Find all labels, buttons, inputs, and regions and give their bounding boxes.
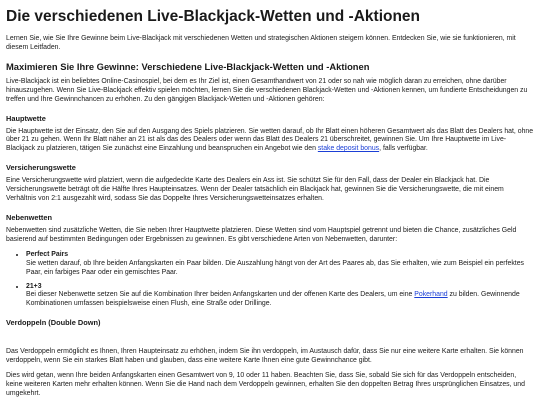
- list-item: [26, 251, 534, 278]
- section-paragraph: Live-Blackjack ist ein beliebtes Online-Casinospiel, bei dem es Ihr Ziel ist, einen Gesamthandwert von 21 oder so nah wie möglich daran zu erreichen, ohne darüber hinauszugehen. Wenn Sie Live-Blackjack effektiv spielen möchten, lernen Sie die verschiedenen Blackjack-Wetten und -Aktionen kennen, um fundierte Entscheidungen zu treffen und Ihre Gewinnchancen zu erhöhen. Zu den gängigen Blackjack-Wetten und -Aktionen gehören:: [6, 77, 528, 103]
- list-item-text-end: zu bilden. Gewinnende Kombinationen umfassen beispielsweise einen Flush, eine Straße oder Drillinge.: [26, 291, 520, 308]
- stake-deposit-bonus-link[interactable]: stake deposit bonus: [317, 145, 380, 153]
- list-item: [26, 283, 534, 310]
- list-item-term: • Perfect Pairs: [26, 250, 69, 258]
- spacer: [6, 332, 534, 348]
- list-item-term: • 21+3: [26, 282, 42, 290]
- section-heading: Maximieren Sie Ihre Gewinne: Verschiedene Live-Blackjack-Wetten und -Aktionen: [6, 60, 370, 72]
- hauptwette-text: Die Hauptwette ist der Einsatz, den Sie auf den Ausgang des Spiels platzieren. Sie wetten darauf, ob Ihr Blatt einen höheren Gesamtwert als das Blatt des Dealers hat, ohne über 21 zu gehen. Wenn Ihr Blatt näher an 21 ist als das des Dealers oder wenn das Blatt des Dealers 21 überschreitet, gewinnen Sie. Um Ihre Hauptwette im Live-Blackjack zu platzieren, tätigen Sie zunächst eine Einzahlung und beanspruchen ein Angebot wie den: [6, 127, 534, 153]
- nebenwetten-paragraph: Nebenwetten sind zusätzliche Wetten, die Sie neben Ihrer Hauptwette platzieren. Diese Wetten sind vom Hauptspiel getrennt und bieten die Chance, zusätzliches Geld basierend auf bestimmten Bedingungen oder Ergebnissen zu gewinnen. Es gibt verschiedene Arten von Nebenwetten, darunter:: [6, 226, 517, 243]
- versicherung-paragraph: Eine Versicherungswette wird platziert, wenn die aufgedeckte Karte des Dealers ein Ass ist. Sie schützt Sie für den Fall, dass der Dealer ein Blackjack hat. Die Versicherungswette beträgt oft die Hälfte Ihres Haupteinsatzes. Wenn der Dealer tatsächlich ein Blackjack hat, gewinnen Sie die Versicherungswette, die mit einem Verhältnis von 2:1 ausgezahlt wird, sodass Sie das Doppelte Ihres Versicherungswetteinsatzes erhalten.: [6, 177, 504, 203]
- hauptwette-paragraph: [6, 128, 534, 155]
- versicherung-heading: Versicherungswette: [6, 163, 76, 173]
- page-title: Die verschiedenen Live-Blackjack-Wetten und -Aktionen: [6, 8, 421, 25]
- side-bets-list: [6, 251, 534, 309]
- list-item-text: Bei dieser Nebenwette setzen Sie auf die Kombination Ihrer beiden Anfangskarten und der offenen Karte des Dealers, um eine: [26, 291, 415, 299]
- hauptwette-text-end: , falls verfügbar.: [379, 145, 428, 153]
- nebenwetten-heading: Nebenwetten: [6, 212, 52, 222]
- hauptwette-heading: Hauptwette: [6, 113, 46, 123]
- verdoppeln-paragraph: Das Verdoppeln ermöglicht es Ihnen, Ihren Haupteinsatz zu erhöhen, indem Sie ihn verdoppeln, im Austausch dafür, dass Sie nur eine weitere Karte erhalten. Sie können verdoppeln, wenn Sie ein starkes Blatt haben und glauben, dass eine weitere Karte Ihnen eine gute Gewinnchance gibt.: [6, 348, 524, 365]
- list-item-text: Sie wetten darauf, ob Ihre beiden Anfangskarten ein Paar bilden. Die Auszahlung hängt von der Art des Paares ab, das Sie erhalten, wie zum Beispiel ein perfektes Paar, ein farbiges Paar oder ein gemischtes Paar.: [26, 259, 524, 276]
- intro-text: Lernen Sie, wie Sie Ihre Gewinne beim Live-Blackjack mit verschiedenen Wetten und strategischen Aktionen steigern können. Entdecken Sie, wie sie funktionieren, mit diesem Leitfaden.: [6, 35, 516, 51]
- verdoppeln-heading: Verdoppeln (Double Down): [6, 318, 101, 328]
- verdoppeln-paragraph: Dies wird getan, wenn Ihre beiden Anfangskarten einen Gesamtwert von 9, 10 oder 11 haben. Beachten Sie, dass Sie, sobald Sie sich für das Verdoppeln entscheiden, keine weiteren Karten mehr erhalten können. Wenn Sie die Hand nach dem Verdoppeln gewinnen, erhalten Sie den doppelten Betrag Ihres ursprünglichen Einsatzes, und umgekehrt.: [6, 372, 525, 397]
- pokerhand-link[interactable]: Pokerhand: [414, 291, 448, 299]
